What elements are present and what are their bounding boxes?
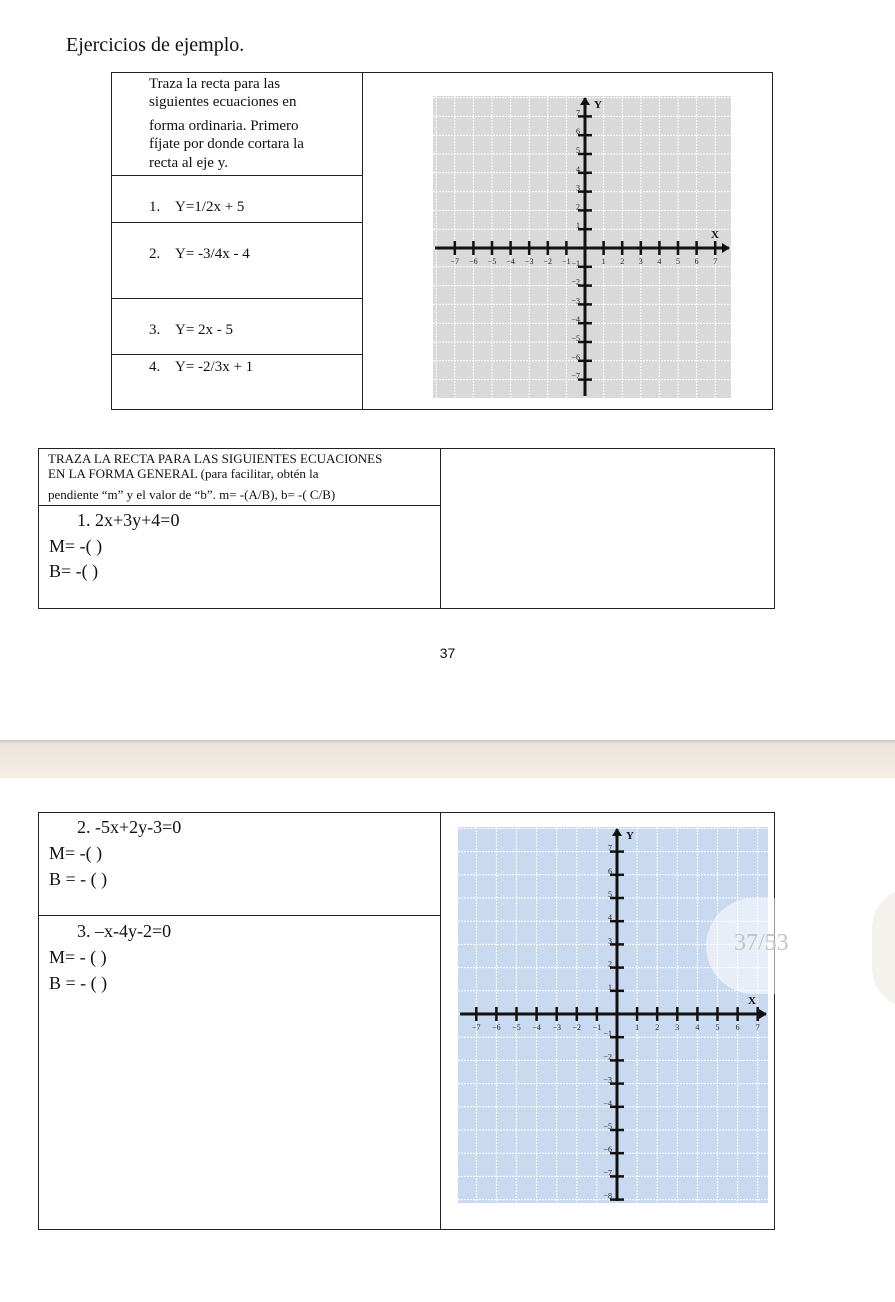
page-number: 37: [439, 645, 456, 661]
y-tick-label: 2: [608, 959, 612, 969]
instruction-line: fíjate por donde cortara la: [149, 136, 304, 152]
x-tick-label: 4: [695, 1023, 700, 1032]
x-tick-label: 5: [715, 1023, 720, 1032]
table-divider: [440, 812, 441, 1230]
y-tick-label: 4: [576, 164, 580, 174]
equation-1: Y=1/2x + 5: [175, 199, 245, 215]
equation-2: Y= -3/4x - 4: [175, 246, 250, 262]
y-tick-label: 6: [608, 866, 612, 876]
equation-4: Y= -2/3x + 1: [175, 359, 254, 375]
x-tick-label: −2: [572, 1023, 582, 1032]
table-divider: [38, 505, 440, 506]
x-tick-label: −7: [472, 1023, 481, 1032]
x-tick-label: −4: [506, 257, 515, 266]
y-tick-label: 6: [576, 127, 580, 137]
y-tick-label: −5: [571, 334, 580, 343]
x-tick-label: 2: [620, 257, 625, 266]
x-tick-label: −2: [543, 257, 553, 266]
x-tick-label: 6: [735, 1023, 740, 1032]
equation-3: Y= 2x - 5: [175, 322, 234, 338]
y-tick-label: −2: [571, 277, 580, 287]
exercise-equation: 3. –x-4y-2=0: [77, 921, 172, 941]
instruction-line: siguientes ecuaciones en: [149, 94, 297, 110]
exercise-equation: 2. -5x+2y-3=0: [77, 817, 182, 837]
y-tick-label: −3: [603, 1075, 612, 1085]
x-tick-label: −6: [469, 257, 478, 266]
y-axis-label: Y: [594, 99, 602, 111]
table-divider: [440, 448, 441, 609]
intercept-blank: B = - ( ): [49, 869, 108, 889]
y-tick-label: 7: [576, 108, 580, 118]
x-tick-label: −3: [552, 1023, 561, 1032]
coordinate-grid-bottom: [458, 827, 768, 1203]
x-tick-label: 4: [657, 257, 662, 266]
y-tick-label: −4: [603, 1098, 612, 1108]
x-tick-label: 3: [638, 257, 643, 266]
y-tick-label: 1: [576, 221, 580, 231]
table-divider: [111, 354, 362, 355]
x-axis-label: X: [748, 995, 756, 1007]
y-tick-label: 3: [576, 183, 580, 193]
y-tick-label: −5: [603, 1122, 612, 1131]
y-tick-label: 5: [608, 890, 612, 899]
x-tick-label: 1: [635, 1023, 640, 1032]
y-tick-label: −7: [603, 1168, 612, 1178]
y-tick-label: 5: [576, 146, 580, 155]
x-axis-label: X: [711, 229, 719, 241]
x-tick-label: 5: [676, 257, 680, 266]
table-divider: [111, 298, 362, 299]
y-tick-label: −1: [603, 1029, 612, 1039]
x-tick-label: −7: [450, 257, 460, 266]
table-divider: [111, 222, 362, 223]
x-tick-label: 7: [755, 1023, 760, 1032]
x-tick-label: 3: [675, 1023, 680, 1032]
x-tick-label: −5: [487, 257, 497, 266]
x-tick-label: −1: [562, 257, 571, 266]
item-number: 4.: [149, 359, 161, 375]
coordinate-grid-top: [433, 96, 731, 398]
y-tick-label: −7: [571, 371, 580, 381]
page-indicator: 37/53: [734, 930, 789, 956]
instruction-line: TRAZA LA RECTA PARA LAS SIGUIENTES ECUACIONES: [48, 451, 383, 466]
instruction-line: recta al eje y.: [149, 155, 228, 171]
y-tick-label: −8: [603, 1191, 612, 1201]
y-tick-label: 1: [608, 982, 612, 992]
x-tick-label: 6: [694, 257, 699, 266]
slope-blank: M= - ( ): [49, 947, 107, 967]
instruction-line: pendiente “m” y el valor de “b”. m= -(A/B), b= -( C/B): [48, 487, 336, 502]
x-tick-label: 1: [601, 257, 606, 266]
item-number: 1.: [149, 199, 161, 215]
page-heading: Ejercicios de ejemplo.: [66, 34, 245, 56]
table-divider: [111, 175, 362, 176]
instruction-line: forma ordinaria. Primero: [149, 118, 299, 134]
instruction-line: Traza la recta para las: [149, 76, 281, 92]
y-tick-label: −6: [571, 352, 580, 362]
y-tick-label: −6: [603, 1145, 612, 1155]
y-tick-label: −3: [571, 296, 580, 306]
y-tick-label: 2: [576, 202, 580, 212]
y-tick-label: 4: [608, 913, 612, 923]
page-indicator-background: [706, 898, 882, 994]
slope-blank: M= -( ): [49, 536, 103, 556]
y-tick-label: −4: [571, 315, 580, 325]
x-tick-label: −6: [492, 1023, 501, 1032]
table-divider: [38, 915, 440, 916]
intercept-blank: B= -( ): [49, 561, 99, 581]
x-tick-label: 7: [713, 257, 718, 266]
y-tick-label: −1: [571, 258, 580, 268]
x-tick-label: 2: [655, 1023, 660, 1032]
page-separator: [0, 740, 895, 778]
item-number: 2.: [149, 246, 161, 262]
slope-blank: M= -( ): [49, 843, 103, 863]
x-tick-label: −5: [512, 1023, 521, 1032]
y-tick-label: 3: [608, 936, 612, 946]
exercise-equation: 1. 2x+3y+4=0: [77, 510, 180, 530]
y-axis-label: Y: [626, 830, 634, 842]
viewer-edge-overlay: [872, 888, 895, 1008]
table-divider: [362, 72, 363, 410]
y-tick-label: −2: [603, 1052, 612, 1062]
instruction-line: EN LA FORMA GENERAL (para facilitar, obtén la: [48, 466, 319, 481]
x-tick-label: −3: [524, 257, 534, 266]
y-tick-label: 7: [608, 843, 612, 853]
intercept-blank: B = - ( ): [49, 973, 108, 993]
item-number: 3.: [149, 322, 161, 338]
x-tick-label: −4: [532, 1023, 541, 1032]
x-tick-label: −1: [592, 1023, 602, 1032]
